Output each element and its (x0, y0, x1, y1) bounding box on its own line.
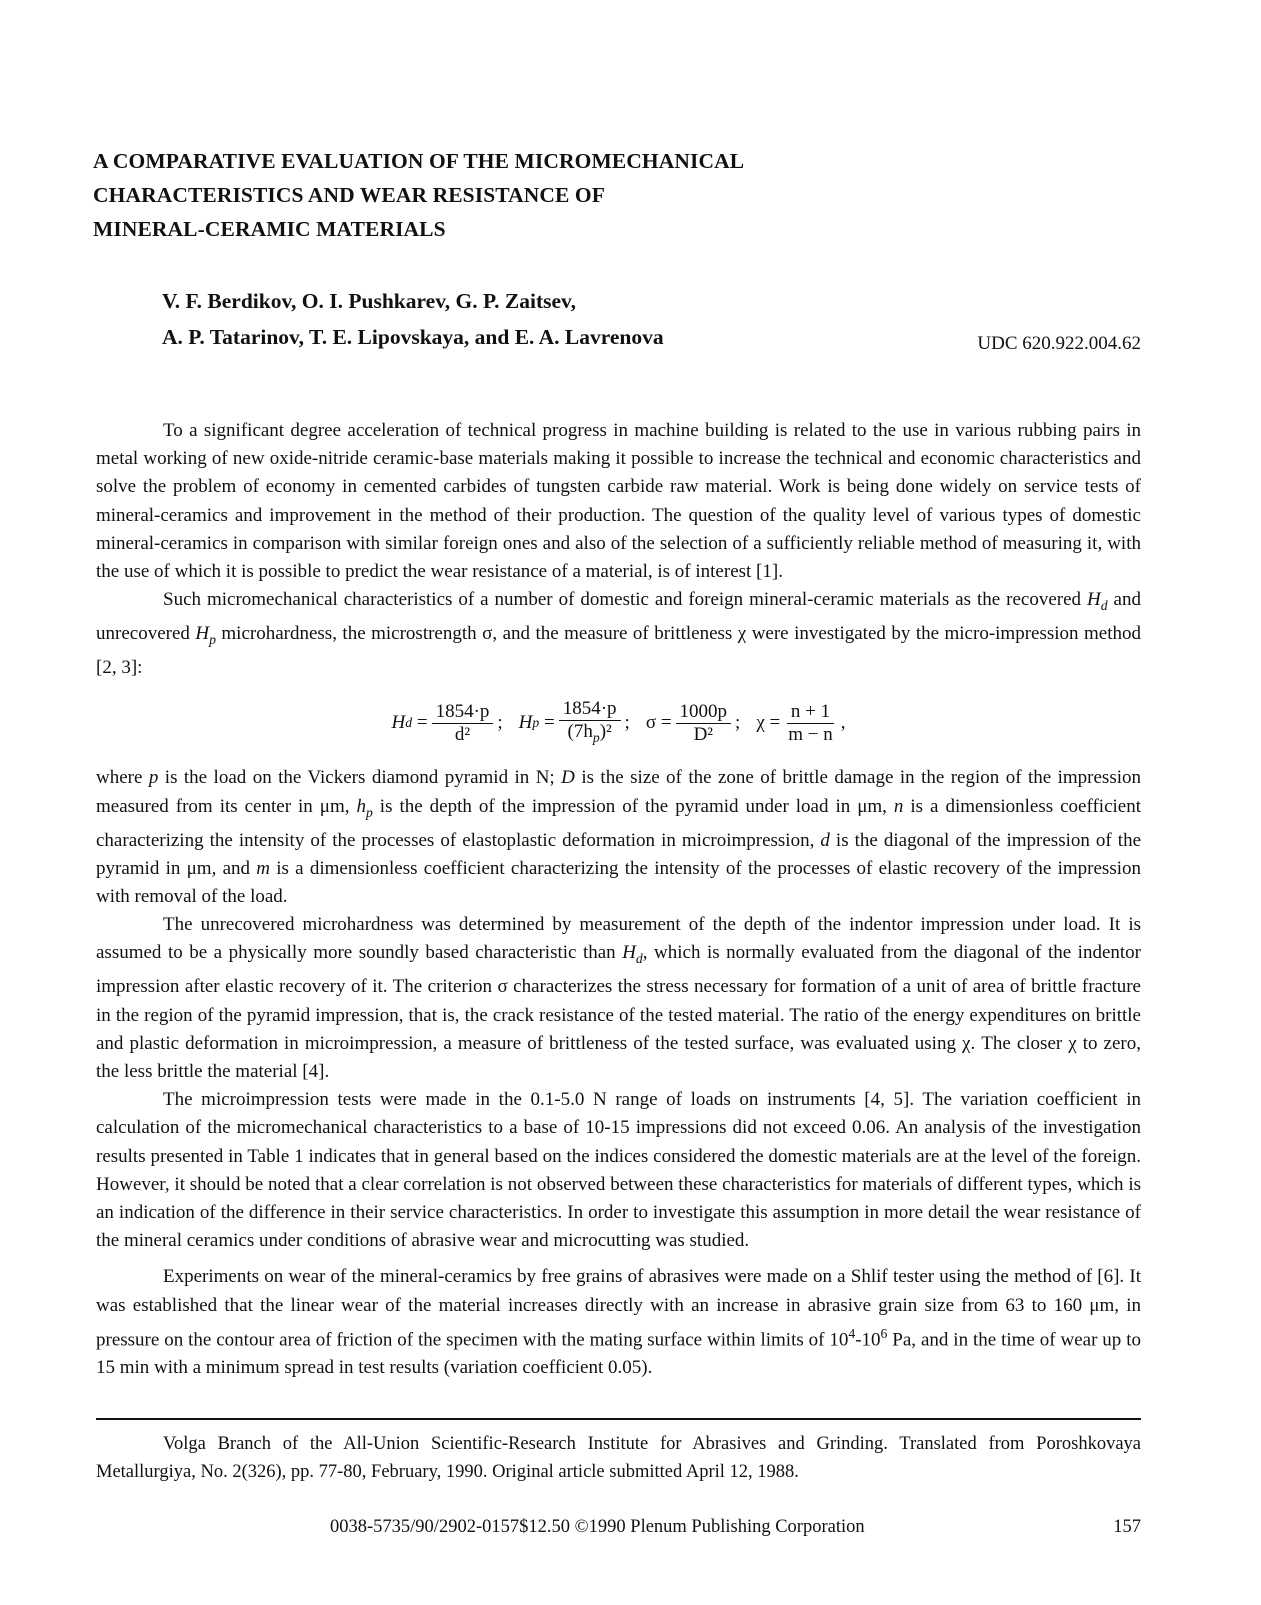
title-line: CHARACTERISTICS AND WEAR RESISTANCE OF (93, 183, 605, 207)
formula-block (96, 682, 1141, 764)
footnote (96, 1430, 1141, 1486)
fraction: $\frac{1000p}{\text{D²}}$ (676, 701, 732, 746)
copyright-line: 0038-5735/90/2902-0157$12.50 ©1990 Plenum Publishing Corporation (330, 1517, 865, 1537)
fraction: $\frac{1854\cdot p}{\text{d²}}$ (432, 701, 494, 746)
paragraph-experiments: Experiments on wear of the mineral-ceramics by free grains of abrasives were made on a Shlif tester using the method of [6]. It was established that the linear wear of the material increases directly with an increase in abrasive grain size from 63 to 160 μm, in pressure on the contour area of friction of the specimen with the mating surface within limits of $10^4-10^6$ Pa, and in the time of wear up to 15 min with a minimum spread in test results (variation coefficient 0.05). (96, 1266, 1141, 1379)
page-number: 157 (1113, 1517, 1141, 1537)
paragraph-where: where p is the load on the Vickers diamond pyramid in N; D is the size of the zone of brittle damage in the region of the impression measured from its center in μm, $h_p$ is the depth of the impression of the pyramid under load in μm, n is a dimensionless coefficient characterizing the intensity of the processes of elastoplastic deformation in microimpression, d is the diagonal of the impression of the pyramid in μm, and m is a dimensionless coefficient characterizing the intensity of the processes of elastic recovery of the impression with removal of the load. (96, 767, 1142, 908)
paragraph-intro: To a significant degree acceleration of technical progress in machine building is related to the use in various rubbing pairs in metal working of new oxide-nitride ceramic-base materials making it possible to increase the technical and economic characteristics and solve the problem of economy in cemented carbides of tungsten carbide raw material. Work is being done widely on service tests of mineral-ceramics and improvement in the method of their production. The question of the quality level of various types of domestic mineral-ceramics in comparison with similar foreign ones and also of the selection of a sufficiently reliable method of measuring it, with the use of which it is possible to predict the wear resistance of a material, is of interest [1]. (96, 420, 1141, 583)
author-line: V. F. Berdikov, O. I. Pushkarev, G. P. Zaitsev, (162, 289, 576, 313)
fraction: $\frac{n + 1}{m - n}$ (788, 700, 833, 745)
title-line: A COMPARATIVE EVALUATION OF THE MICROMECHANICAL (93, 149, 745, 173)
footnote-divider (96, 1418, 1141, 1420)
paragraph-unrecovered: The unrecovered microhardness was determined by measurement of the depth of the indentor impression under load. It is assumed to be a physically more soundly based characteristic than $H_d$, which is normally evaluated from the diagonal of the indentor impression after elastic recovery of it. The criterion σ characterizes the stress necessary for formation of a unit of area of brittle fracture in the region of the pyramid impression, that is, the crack resistance of the tested material. The ratio of the energy expenditures on brittle and plastic deformation in microimpression, a measure of brittleness of the tested surface, was evaluated using χ. The closer χ to zero, the less brittle the material [4]. (96, 914, 1141, 1083)
author-list (162, 283, 664, 355)
udc-code: UDC 620.922.004.62 (977, 333, 1141, 354)
author-line: A. P. Tatarinov, T. E. Lipovskaya, and E. A. Lavrenova (162, 325, 664, 349)
article-body (96, 417, 1141, 1383)
title-line: MINERAL-CERAMIC MATERIALS (93, 217, 446, 241)
formula-hd: H d = $\frac{1854\cdot p}{\text{d²}}$ ; (391, 700, 503, 745)
formula-chi: χ = $\frac{n + 1}{m - n}$ , (756, 700, 846, 745)
formula-sigma: σ = $\frac{1000p}{\text{D²}}$ ; (645, 700, 741, 745)
article-title (93, 144, 853, 246)
paragraph-characteristics: Such micromechanical characteristics of a number of domestic and foreign mineral-ceramic materials as the recovered $H_d$ and unrecovered $H_p$ microhardness, the microstrength σ, and the measure of brittleness χ were investigated by the micro-impression method [2, 3]: (96, 589, 1141, 679)
paragraph-tests: The microimpression tests were made in the 0.1-5.0 N range of loads on instruments [4, 5]. The variation coefficient in calculation of the micromechanical characteristics to a base of 10-15 impressions did not exceed 0.06. An analysis of the investigation results presented in Table 1 indicates that in general based on the indices considered the domestic materials are at the level of the foreign. However, it should be noted that a clear correlation is not observed between these characteristics for materials of different types, which is an indication of the difference in their service characteristics. In order to investigate this assumption in more detail the wear resistance of the mineral ceramics under conditions of abrasive wear and microcutting was studied. (96, 1089, 1141, 1252)
footnote-text: Volga Branch of the All-Union Scientific-Research Institute for Abrasives and Grinding. Translated from Poroshkovaya Metallurgiya, No. 2(326), pp. 77-80, February, 1990. Original article submitted April 12, 1988. (96, 1434, 1141, 1482)
fraction: $\frac{1854\cdot p}{(7h_p)^2}$ (559, 698, 621, 749)
formula-hp: H p = $\frac{1854\cdot p}{(7h_p)^2}$ ; (519, 698, 630, 749)
